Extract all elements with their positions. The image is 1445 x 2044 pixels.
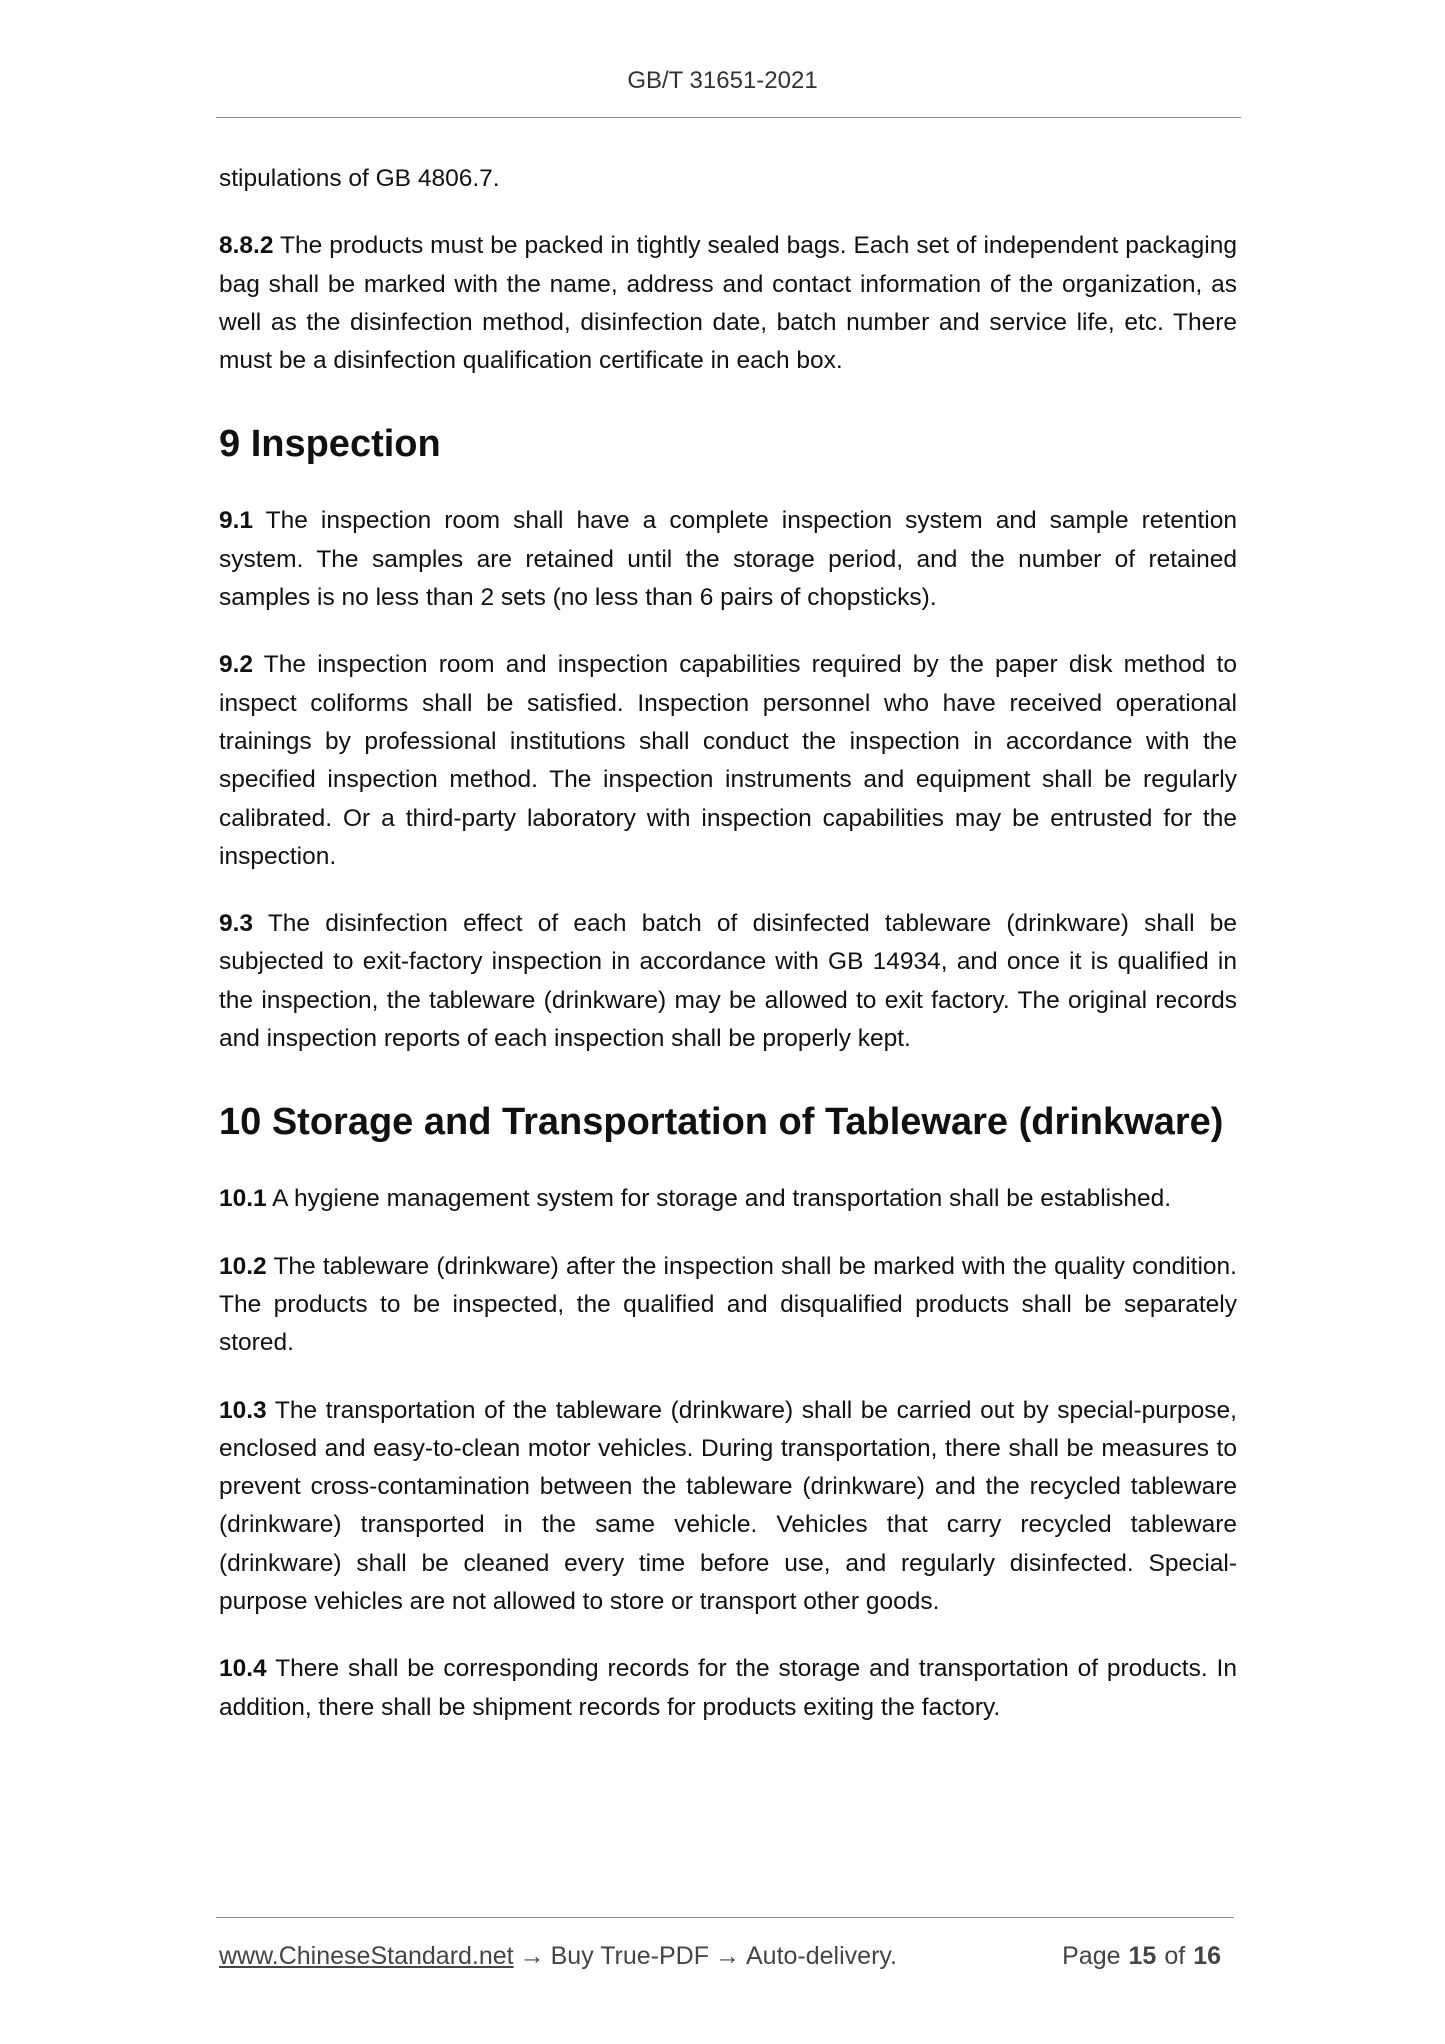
website-link[interactable]: www.ChineseStandard.net xyxy=(219,1942,514,1970)
clause-number: 9.3 xyxy=(219,910,254,938)
clause-number: 9.2 xyxy=(219,651,254,679)
paragraph-8-8-2 xyxy=(219,227,1237,380)
clause-text: The inspection room shall have a complete inspection system and sample retention system. The samples are retained until the storage period, and the number of retained samples is no less than 2 sets (no less than 6 pairs of chopsticks). xyxy=(219,507,1237,612)
clause-text: The disinfection effect of each batch of disinfected tableware (drinkware) shall be subjected to exit-factory inspection in accordance with GB 14934, and once it is qualified in the inspection, the tableware (drinkware) may be allowed to exit factory. The original records and inspection reports of each inspection shall be properly kept. xyxy=(219,910,1237,1053)
section-heading-9: 9 Inspection xyxy=(219,423,441,466)
page-header-title: GB/T 31651-2021 xyxy=(627,67,818,94)
paragraph-9-1 xyxy=(219,502,1237,617)
paragraph-carryover: stipulations of GB 4806.7. xyxy=(219,165,500,192)
paragraph-9-2 xyxy=(219,646,1237,876)
clause-number: 10.3 xyxy=(219,1396,267,1424)
paragraph-10-4 xyxy=(219,1650,1237,1727)
footer-promo xyxy=(219,1938,897,1974)
paragraph-9-3 xyxy=(219,905,1237,1058)
of-label: of xyxy=(1164,1942,1186,1970)
footer-divider xyxy=(216,1917,1234,1918)
page-indicator xyxy=(1062,1938,1229,1974)
clause-number: 10.2 xyxy=(219,1252,267,1280)
clause-number: 10.1 xyxy=(219,1185,267,1213)
delivery-text: Auto-delivery. xyxy=(746,1942,897,1970)
clause-number: 9.1 xyxy=(219,507,254,535)
clause-text: A hygiene management system for storage and transportation shall be established. xyxy=(266,1185,1172,1213)
header-divider xyxy=(216,117,1241,118)
buy-text: Buy True-PDF xyxy=(550,1942,709,1970)
clause-number: 8.8.2 xyxy=(219,232,274,260)
paragraph-10-2 xyxy=(219,1248,1237,1363)
clause-text: The transportation of the tableware (drinkware) shall be carried out by special-purpose, enclosed and easy-to-clean motor vehicles. During transportation, there shall be measures to prevent cross-contamination between the tableware (drinkware) and the recycled tableware (drinkware) transported in the same vehicle. Vehicles that carry recycled tableware (drinkware) shall be cleaned every time before use, and regularly disinfected. Special-purpose vehicles are not allowed to store or transport other goods. xyxy=(219,1396,1237,1616)
arrow-right-icon: → xyxy=(519,1942,545,1970)
page-number: 15 xyxy=(1128,1942,1157,1970)
page-total: 16 xyxy=(1193,1942,1221,1970)
clause-text: The inspection room and inspection capabilities required by the paper disk method to inspect coliforms shall be satisfied. Inspection personnel who have received operational trainings by professional institutions shall conduct the inspection in accordance with the specified inspection method. The inspection instruments and equipment shall be regularly calibrated. Or a third-party laboratory with inspection capabilities may be entrusted for the inspection. xyxy=(219,651,1237,870)
paragraph-10-3 xyxy=(219,1392,1237,1622)
clause-text: There shall be corresponding records for the storage and transportation of products. In addition, there shall be shipment records for products exiting the factory. xyxy=(219,1655,1237,1721)
paragraph-10-1 xyxy=(219,1180,1237,1218)
clause-text: The products must be packed in tightly sealed bags. Each set of independent packaging bag shall be marked with the name, address and contact information of the organization, as well as the disinfection method, disinfection date, batch number and service life, etc. There must be a disinfection qualification certificate in each box. xyxy=(219,232,1237,375)
page-label: Page xyxy=(1062,1942,1121,1970)
clause-text: The tableware (drinkware) after the inspection shall be marked with the quality condition. The products to be inspected, the qualified and disqualified products shall be separately stored. xyxy=(219,1252,1237,1357)
page-footer xyxy=(219,1938,1233,1974)
arrow-right-icon: → xyxy=(715,1942,740,1970)
section-heading-10: 10 Storage and Transportation of Tableware (drinkware) xyxy=(219,1101,1224,1144)
clause-number: 10.4 xyxy=(219,1655,267,1683)
document-body xyxy=(219,160,1237,1727)
